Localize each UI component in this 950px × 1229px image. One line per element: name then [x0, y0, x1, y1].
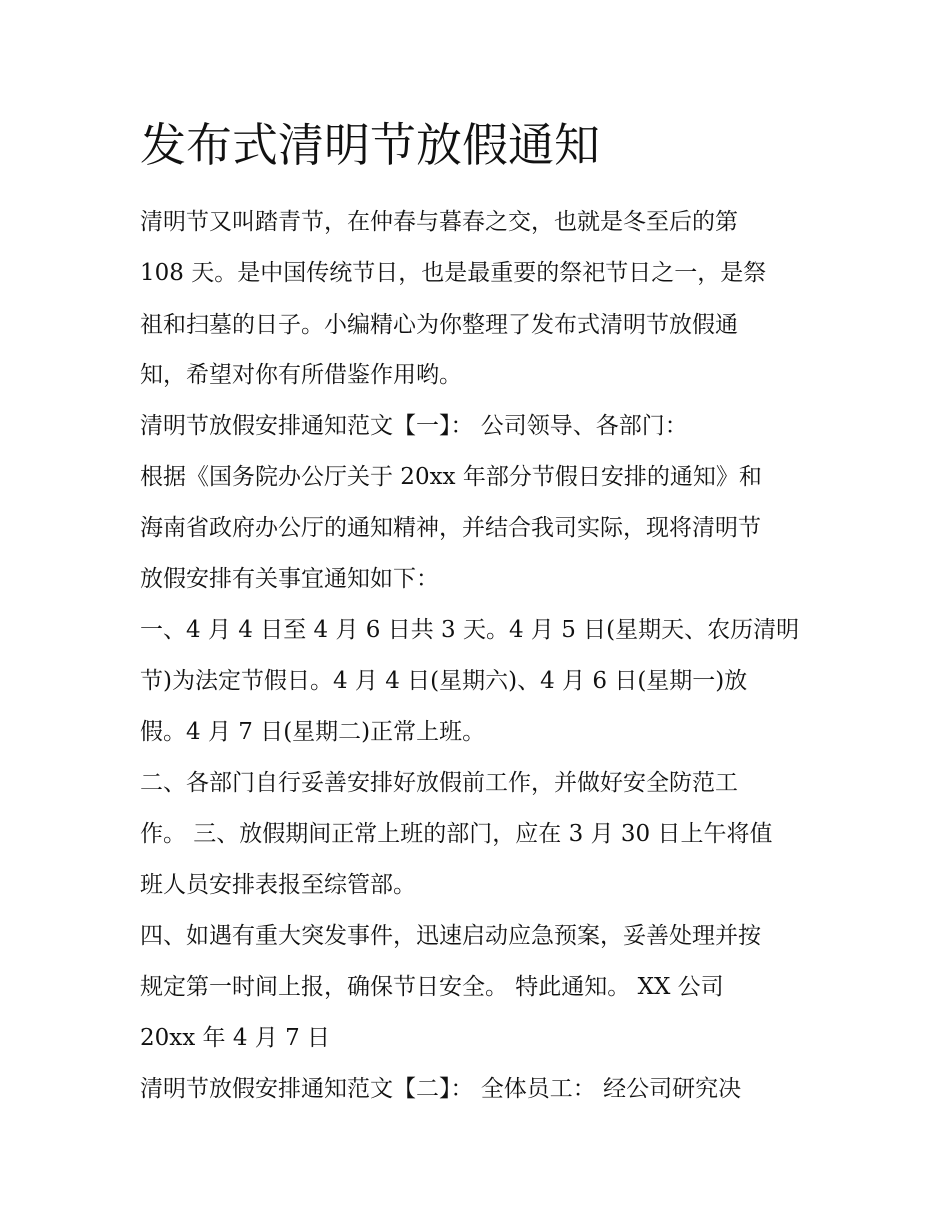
- date-line: 20xx 年 4 月 7 日: [140, 1025, 331, 1051]
- body-line: 祖和扫墓的日子。小编精心为你整理了发布式清明节放假通: [140, 312, 738, 338]
- document-title: 发布式清明节放假通知: [140, 118, 600, 172]
- body-line: 根据《国务院办公厅关于 20xx 年部分节假日安排的通知》和: [140, 464, 762, 490]
- body-line: 规定第一时间上报，确保节日安全。 特此通知。 XX 公司: [140, 974, 724, 1000]
- body-line: 班人员安排表报至综管部。: [140, 872, 416, 898]
- body-line: 节)为法定节假日。4 月 4 日(星期六)、4 月 6 日(星期一)放: [140, 668, 748, 694]
- body-line: 放假安排有关事宜通知如下：: [140, 566, 439, 592]
- section-heading-line: 清明节放假安排通知范文【二】： 全体员工： 经公司研究决: [140, 1076, 742, 1102]
- body-line: 一、4 月 4 日至 4 月 6 日共 3 天。4 月 5 日(星期天、农历清明: [140, 617, 800, 643]
- body-line: 清明节又叫踏青节，在仲春与暮春之交，也就是冬至后的第: [140, 209, 738, 235]
- body-line: 假。4 月 7 日(星期二)正常上班。: [140, 719, 486, 745]
- body-line: 四、如遇有重大突发事件，迅速启动应急预案，妥善处理并按: [140, 923, 761, 949]
- body-line: 海南省政府办公厅的通知精神，并结合我司实际，现将清明节: [140, 515, 761, 541]
- body-line: 108 天。是中国传统节日，也是最重要的祭祀节日之一，是祭: [140, 260, 767, 286]
- body-line: 二、各部门自行妥善安排好放假前工作，并做好安全防范工: [140, 770, 738, 796]
- section-heading-line: 清明节放假安排通知范文【一】： 公司领导、各部门：: [140, 413, 688, 439]
- body-line: 作。 三、放假期间正常上班的部门，应在 3 月 30 日上午将值: [140, 821, 773, 847]
- body-line: 知，希望对你有所借鉴作用哟。: [140, 362, 462, 388]
